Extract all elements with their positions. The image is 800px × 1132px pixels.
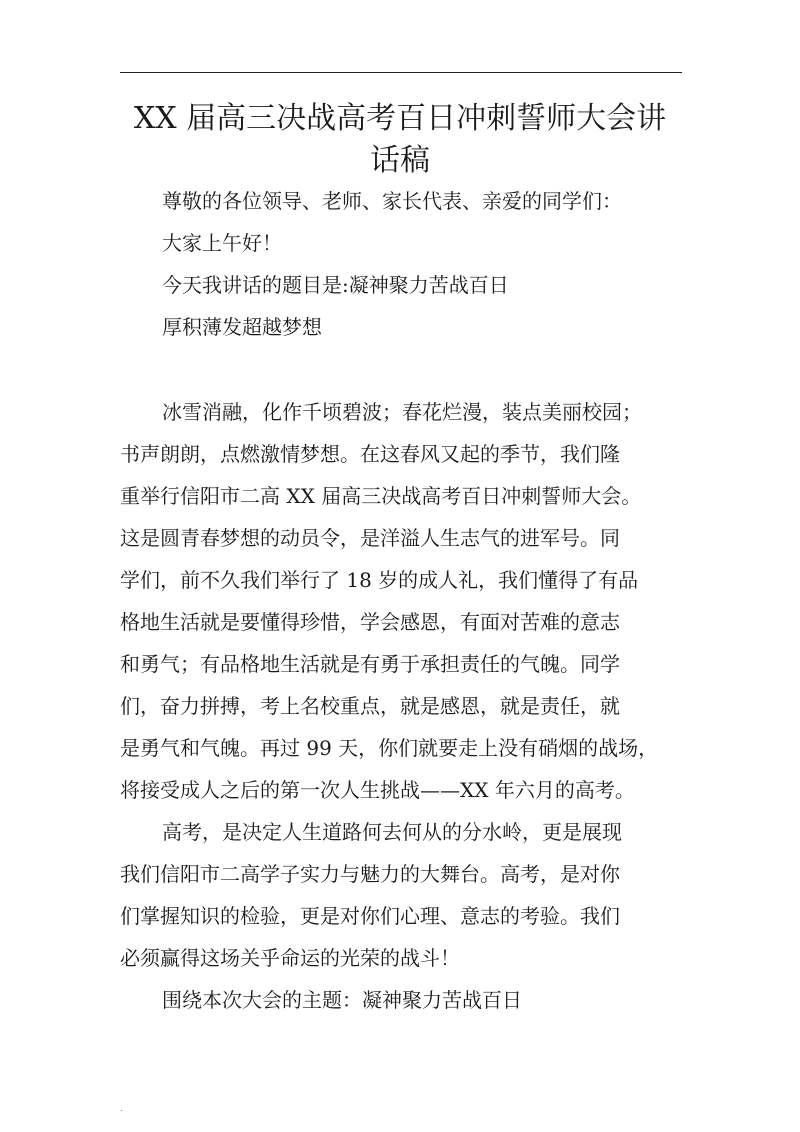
greeting: 尊敬的各位领导、老师、家长代表、亲爱的同学们： <box>162 189 622 213</box>
paragraph-3-start: 围绕本次大会的主题：凝神聚力苦战百日 <box>162 988 522 1012</box>
paragraph-line: 们掌握知识的检验，更是对你们心理、意志的考验。我们 <box>120 904 620 928</box>
paragraph-line: 将接受成人之后的第一次人生挑战——XX 年六月的高考。 <box>120 778 635 802</box>
title-line-1: XX 届高三决战高考百日冲刺誓师大会讲 <box>133 101 667 136</box>
title-line-2: 话稿 <box>370 143 430 178</box>
paragraph-line: 重举行信阳市二高 XX 届高三决战高考百日冲刺誓师大会。 <box>120 484 642 508</box>
header-rule <box>120 72 682 73</box>
paragraph-line: 学们，前不久我们举行了 18 岁的成人礼，我们懂得了有品 <box>120 568 639 592</box>
paragraph-line: 这是圆青春梦想的动员令，是洋溢人生志气的进军号。同 <box>120 526 620 550</box>
topic-intro: 今天我讲话的题目是:凝神聚力苦战百日 <box>162 273 509 297</box>
paragraph-line: 必须赢得这场关乎命运的光荣的战斗！ <box>120 946 460 970</box>
paragraph-line: 和勇气；有品格地生活就是有勇于承担责任的气魄。同学 <box>120 652 620 676</box>
footer-mark: . <box>120 1104 123 1113</box>
paragraph-line: 书声朗朗，点燃激情梦想。在这春风又起的季节，我们隆 <box>120 442 620 466</box>
hello-line: 大家上午好！ <box>162 231 282 255</box>
topic-second: 厚积薄发超越梦想 <box>162 315 322 339</box>
paragraph-line: 我们信阳市二高学子实力与魅力的大舞台。高考，是对你 <box>120 862 620 886</box>
paragraph-line: 冰雪消融，化作千顷碧波；春花烂漫，装点美丽校园； <box>162 400 642 424</box>
paragraph-line: 格地生活就是要懂得珍惜，学会感恩，有面对苦难的意志 <box>120 610 620 634</box>
paragraph-line: 们，奋力拼搏，考上名校重点，就是感恩，就是责任，就 <box>120 694 620 718</box>
paragraph-line: 是勇气和气魄。再过 99 天，你们就要走上没有硝烟的战场， <box>120 736 659 760</box>
paragraph-line: 高考，是决定人生道路何去何从的分水岭，更是展现 <box>162 820 622 844</box>
document-title <box>110 98 690 182</box>
